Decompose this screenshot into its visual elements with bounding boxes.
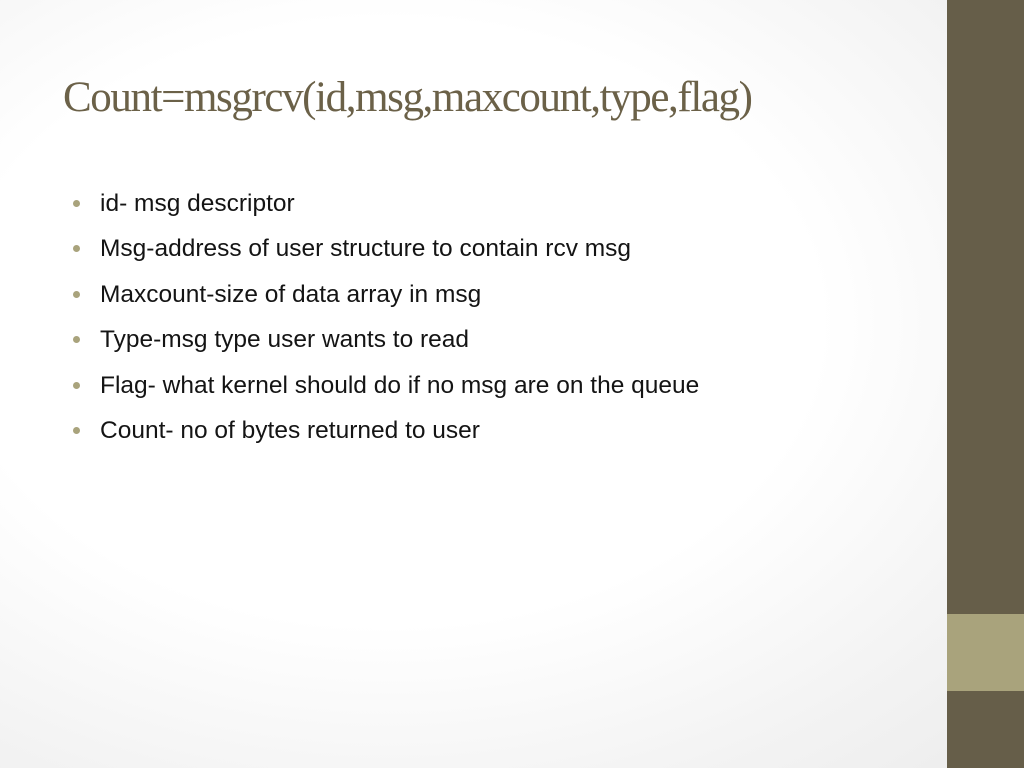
bullet-item [73,227,699,272]
bullet-dot-icon [73,200,80,207]
bullet-text: Msg-address of user structure to contain rcv msg [100,235,632,263]
bullet-item [73,273,699,318]
bullet-text: Count- no of bytes returned to user [100,416,480,444]
bullet-text: Maxcount-size of data array in msg [100,280,482,308]
bullet-dot-icon [73,427,80,434]
slide-title: Count=msgrcv(id,msg,maxcount,type,flag) [63,74,752,121]
bullet-list [73,182,699,454]
bullet-item [73,318,699,363]
bullet-dot-icon [73,291,80,298]
bullet-text: id- msg descriptor [100,190,295,217]
bullet-dot-icon [73,336,80,343]
bullet-item [73,364,699,409]
bullet-text: Type-msg type user wants to read [100,326,470,354]
bullet-dot-icon [73,382,80,389]
bullet-item [73,182,699,227]
decorative-side-accent [947,614,1024,691]
bullet-dot-icon [73,245,80,252]
bullet-item [73,409,699,454]
bullet-text: Flag- what kernel should do if no msg are on the queue [100,371,700,399]
